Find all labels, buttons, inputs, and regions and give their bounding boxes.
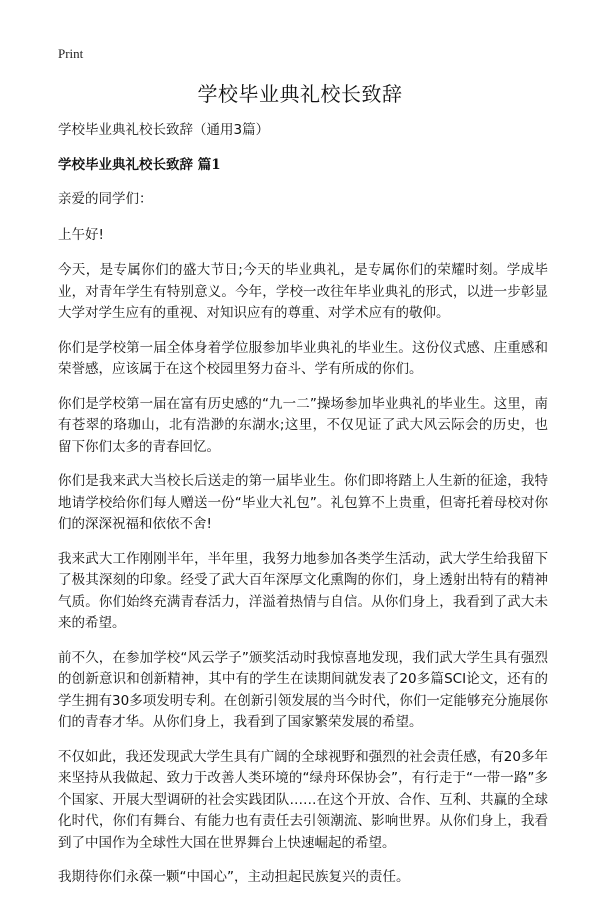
salutation: 亲爱的同学们： bbox=[58, 191, 153, 207]
print-link[interactable]: Print bbox=[58, 46, 84, 61]
paragraph-8: 我期待你们永葆一颗“中国心”，主动担起民族复兴的责任。 bbox=[58, 869, 410, 885]
document-body bbox=[58, 120, 548, 902]
document-subtitle: 学校毕业典礼校长致辞（通用3篇） bbox=[58, 122, 270, 138]
paragraph-6: 前不久，在参加学校“风云学子”颁奖活动时我惊喜地发现，我们武大学生具有强烈的创新意识和创新精神，其中有的学生在读期间就发表了20多篇SCI论文，还有的学生拥有30多项发明专利。在创新引领发展的当今时代，你们一定能够充分施展你们的青春才华。从你们身上，我看到了国家繁荣发展的希望。 bbox=[58, 649, 548, 730]
paragraph-7: 不仅如此，我还发现武大学生具有广阔的全球视野和强烈的社会责任感，有20多年来坚持从我做起、致力于改善人类环境的“绿舟环保协会”，有行走于“一带一路”多个国家、开展大型调研的社会实践团队……在这个开放、合作、互利、共赢的全球化时代，你们有舞台、有能力也有责任去引领潮流、影响世界。从你们身上，我看到了中国作为全球性大国在世界舞台上快速崛起的希望。 bbox=[58, 748, 548, 851]
paragraph-4: 你们是我来武大当校长后送走的第一届毕业生。你们即将踏上人生新的征途，我特地请学校给你们每人赠送一份“毕业大礼包”。礼包算不上贵重，但寄托着母校对你们的深深祝福和依依不舍! bbox=[58, 473, 548, 532]
paragraph-3: 你们是学校第一届在富有历史感的“九一二”操场参加毕业典礼的毕业生。这里，南有苍翠的珞珈山，北有浩渺的东湖水;这里，不仅见证了武大风云际会的历史，也留下你们太多的青春回忆。 bbox=[58, 395, 548, 455]
paragraph-1: 今天，是专属你们的盛大节日;今天的毕业典礼，是专属你们的荣耀时刻。学成毕业，对青年学生有特别意义。今年，学校一改往年毕业典礼的形式，以进一步彰显大学对学生应有的重视、对知识应有的尊重、对学术应有的敬仰。 bbox=[58, 262, 548, 321]
greeting: 上午好! bbox=[58, 226, 104, 243]
page-title: 学校毕业典礼校长致辞 bbox=[197, 82, 403, 106]
section-heading: 学校毕业典礼校长致辞 篇1 bbox=[58, 157, 221, 173]
paragraph-2: 你们是学校第一届全体身着学位服参加毕业典礼的毕业生。这份仪式感、庄重感和荣誉感，应该属于在这个校园里努力奋斗、学有所成的你们。 bbox=[58, 339, 548, 377]
paragraph-5: 我来武大工作刚刚半年，半年里，我努力地参加各类学生活动，武大学生给我留下了极其深刻的印象。经受了武大百年深厚文化熏陶的你们，身上透射出特有的精神气质。你们始终充满青春活力，洋溢着热情与自信。从你们身上，我看到了武大未来的希望。 bbox=[58, 550, 548, 631]
